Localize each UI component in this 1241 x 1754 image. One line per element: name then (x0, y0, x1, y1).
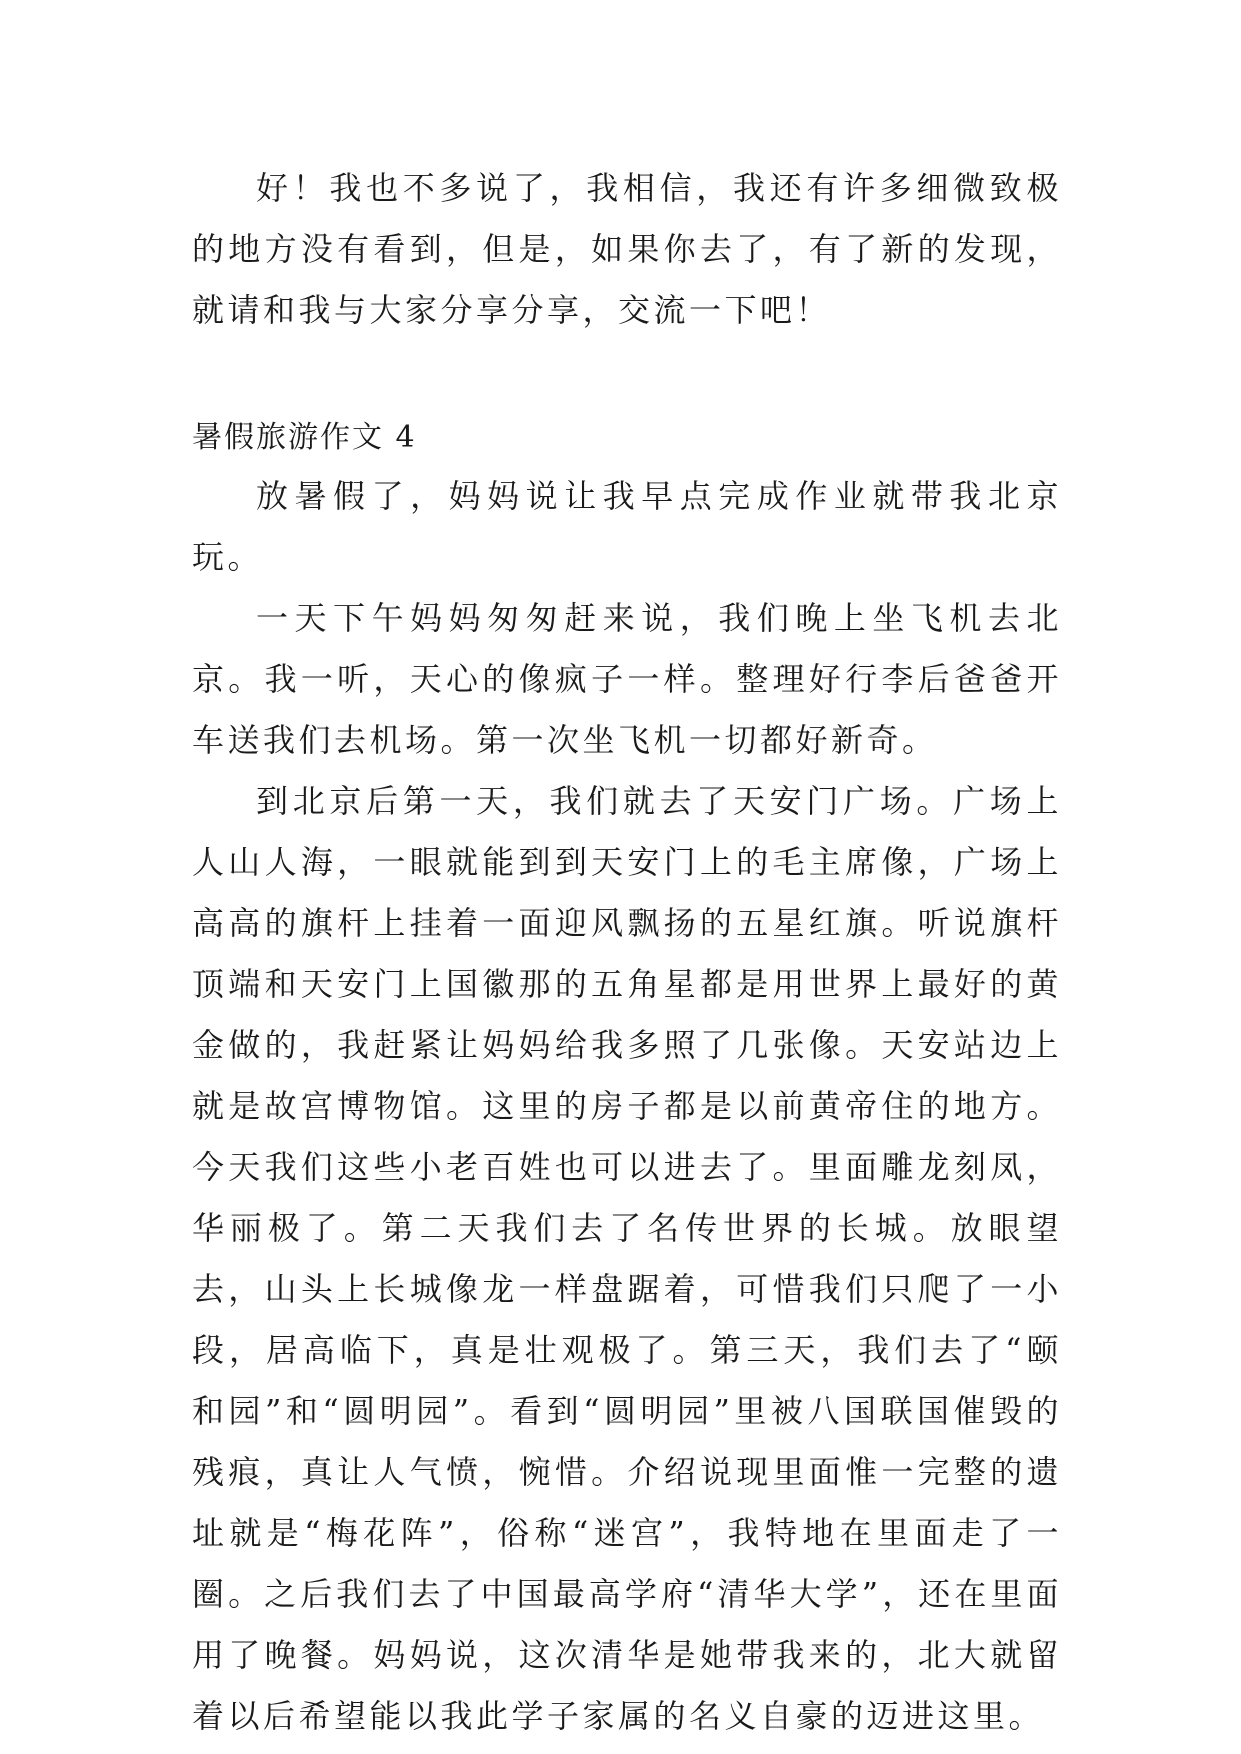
section-title: 暑假旅游作文 4 (192, 420, 417, 455)
intro-paragraph: 好！我也不多说了，我相信，我还有许多细微致极的地方没有看到，但是，如果你去了，有了新的发现，就请和我与大家分享分享，交流一下吧！ (192, 169, 1062, 329)
paragraph-1: 放暑假了，妈妈说让我早点完成作业就带我北京玩。 (192, 477, 1062, 576)
paragraph-2: 一天下午妈妈匆匆赶来说，我们晚上坐飞机去北京。我一听，天心的像疯子一样。整理好行李后爸爸开车送我们去机场。第一次坐飞机一切都好新奇。 (192, 599, 1062, 759)
document-body (192, 158, 1062, 1747)
paragraph-3: 到北京后第一天，我们就去了天安门广场。广场上人山人海，一眼就能到到天安门上的毛主席像，广场上高高的旗杆上挂着一面迎风飘扬的五星红旗。听说旗杆顶端和天安门上国徽那的五角星都是用世界上最好的黄金做的，我赶紧让妈妈给我多照了几张像。天安站边上就是故宫博物馆。这里的房子都是以前黄帝住的地方。今天我们这些小老百姓也可以进去了。里面雕龙刻凤，华丽极了。第二天我们去了名传世界的长城。放眼望去，山头上长城像龙一样盘踞着，可惜我们只爬了一小段，居高临下，真是壮观极了。第三天，我们去了“颐和园”和“圆明园”。看到“圆明园”里被八国联国催毁的残痕，真让人气愤，惋惜。介绍说现里面惟一完整的遗址就是“梅花阵”，俗称“迷宫”，我特地在里面走了一圈。之后我们去了中国最高学府“清华大学”，还在里面用了晚餐。妈妈说，这次清华是她带我来的，北大就留着以后希望能以我此学子家属的名义自豪的迈进这里。 (192, 782, 1062, 1735)
